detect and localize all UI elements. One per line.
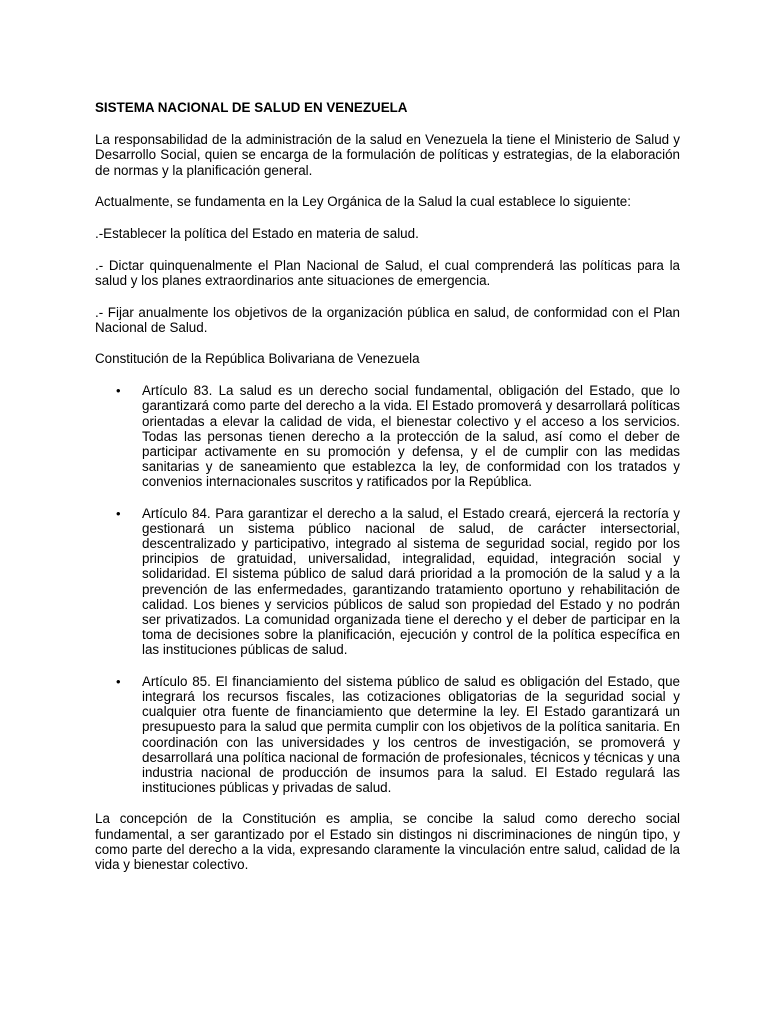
law-point: .- Fijar anualmente los objetivos de la organización pública en salud, de conformidad con el Plan Nacional de Salud.	[95, 304, 680, 335]
conclusion-paragraph: La concepción de la Constitución es amplia, se concibe la salud como derecho social fundamental, a ser garantizado por el Estado sin distingos ni discriminaciones de ningún tipo, y como parte del derecho a la vida, expresando claramente la vinculación entre salud, calidad de la vida y bienestar colectivo.	[95, 811, 680, 872]
articles-list	[95, 383, 680, 795]
bullet-icon: •	[116, 383, 121, 399]
constitution-heading: Constitución de la República Bolivariana de Venezuela	[95, 351, 420, 367]
law-point: .- Dictar quinquenalmente el Plan Nacional de Salud, el cual comprenderá las políticas para la salud y los planes extraordinarios ante situaciones de emergencia.	[95, 258, 680, 289]
list-item	[95, 383, 680, 489]
article-text: Artículo 84. Para garantizar el derecho a la salud, el Estado creará, ejercerá la rectoría y gestionará un sistema público nacional de salud, de carácter intersectorial, descentralizado y participativo, integrado al sistema de seguridad social, regido por los principios de gratuidad, universalidad, integralidad, equidad, integración social y solidaridad. El sistema público de salud dará prioridad a la promoción de la salud y a la prevención de las enfermedades, garantizando tratamiento oportuno y rehabilitación de calidad. Los bienes y servicios públicos de salud son propiedad del Estado y no podrán ser privatizados. La comunidad organizada tiene el derecho y el deber de participar en la toma de decisiones sobre la planificación, ejecución y control de la política específica en las instituciones públicas de salud.	[142, 505, 680, 658]
law-intro-paragraph: Actualmente, se fundamenta en la Ley Orgánica de la Salud la cual establece lo siguiente:	[95, 193, 631, 209]
document-page	[95, 100, 680, 888]
law-point: .-Establecer la política del Estado en materia de salud.	[95, 226, 419, 242]
document-title: SISTEMA NACIONAL DE SALUD EN VENEZUELA	[95, 100, 408, 115]
intro-paragraph: La responsabilidad de la administración de la salud en Venezuela la tiene el Ministerio de Salud y Desarrollo Social, quien se encarga de la formulación de políticas y estrategias, de la elaboración de normas y la planificación general.	[95, 132, 680, 178]
bullet-icon: •	[116, 505, 121, 521]
article-text: Artículo 83. La salud es un derecho social fundamental, obligación del Estado, que lo garantizará como parte del derecho a la vida. El Estado promoverá y desarrollará políticas orientadas a elevar la calidad de vida, el bienestar colectivo y el acceso a los servicios. Todas las personas tienen derecho a la protección de la salud, así como el deber de participar activamente en su promoción y defensa, y el de cumplir con las medidas sanitarias y de saneamiento que establezca la ley, de conformidad con los tratados y convenios internacionales suscritos y ratificados por la República.	[142, 383, 680, 490]
list-item	[95, 506, 680, 658]
bullet-icon: •	[116, 673, 121, 689]
article-text: Artículo 85. El financiamiento del sistema público de salud es obligación del Estado, que integrará los recursos fiscales, las cotizaciones obligatorias de la seguridad social y cualquier otra fuente de financiamiento que determine la ley. El Estado garantizará un presupuesto para la salud que permita cumplir con los objetivos de la política sanitaria. En coordinación con las universidades y los centros de investigación, se promoverá y desarrollará una política nacional de formación de profesionales, técnicos y técnicas y una industria nacional de producción de insumos para la salud. El Estado regulará las instituciones públicas y privadas de salud.	[142, 673, 680, 796]
list-item	[95, 674, 680, 796]
